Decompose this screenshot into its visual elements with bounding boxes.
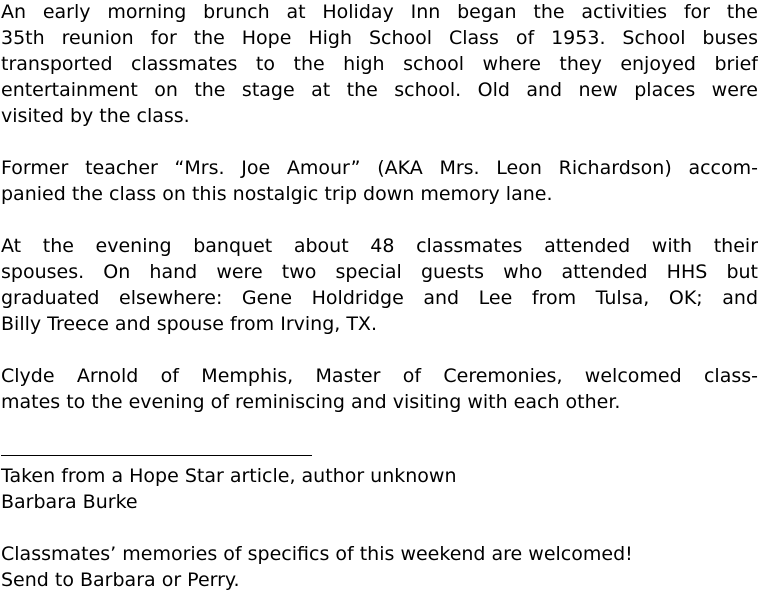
paragraph-4-line-1: Clyde Arnold of Memphis, Master of Ceremonies, welcomed class- [1,365,758,387]
paragraph-1-line-2: 35th reunion for the Hope High School Class of 1953. School buses [1,27,758,49]
paragraph-1-line-1: An early morning brunch at Holiday Inn began the activities for the [1,1,758,23]
paragraph-2-line-1: Former teacher “Mrs. Joe Amour” (AKA Mrs. Leon Richardson) accom- [1,157,758,179]
paragraph-3-line-1: At the evening banquet about 48 classmates attended with their [1,235,758,257]
closing-line-2: Send to Barbara or Perry. [1,569,240,591]
paragraph-2-line-2: panied the class on this nostalgic trip down memory lane. [1,183,553,205]
paragraph-1-line-3: transported classmates to the high school where they enjoyed brief [1,53,758,75]
paragraph-1-line-4: entertainment on the stage at the school. Old and new places were [1,79,758,101]
paragraph-4-line-2: mates to the evening of reminiscing and visiting with each other. [1,391,621,413]
closing-line-1: Classmates’ memories of specifics of this weekend are welcomed! [1,543,633,565]
signature-rule [1,455,312,456]
paragraph-3-line-3: graduated elsewhere: Gene Holdridge and Lee from Tulsa, OK; and [1,287,758,309]
paragraph-3-line-2: spouses. On hand were two special guests who attended HHS but [1,261,758,283]
credit-source: Taken from a Hope Star article, author unknown [1,465,457,487]
credit-author: Barbara Burke [1,491,138,513]
paragraph-1-line-5: visited by the class. [1,105,190,127]
paragraph-3-line-4: Billy Treece and spouse from Irving, TX. [1,313,377,335]
